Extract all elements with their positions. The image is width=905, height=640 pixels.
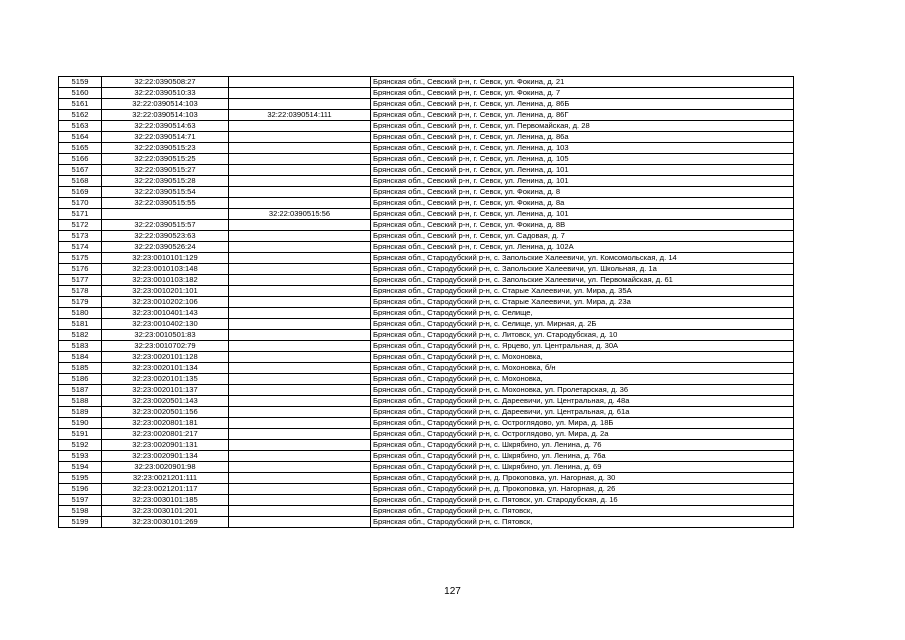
- previous-cadastral-number-cell: [229, 99, 371, 110]
- table-row: [59, 462, 794, 473]
- address-cell: Брянская обл., Севский р-н, г. Севск, ул. Ленина, д. 86Г: [371, 110, 794, 121]
- row-number-cell: 5165: [59, 143, 102, 154]
- row-number-cell: 5170: [59, 198, 102, 209]
- row-number-cell: 5193: [59, 451, 102, 462]
- cadastral-number-cell: 32:22:0390514:103: [102, 99, 229, 110]
- cadastral-number-cell: 32:22:0390523:63: [102, 231, 229, 242]
- table-row: [59, 143, 794, 154]
- cadastral-number-cell: 32:23:0020101:135: [102, 374, 229, 385]
- address-cell: Брянская обл., Стародубский р-н, с. Ярцево, ул. Центральная, д. 30А: [371, 341, 794, 352]
- table-row: [59, 198, 794, 209]
- table-row: [59, 121, 794, 132]
- cadastral-number-cell: 32:22:0390515:28: [102, 176, 229, 187]
- row-number-cell: 5160: [59, 88, 102, 99]
- previous-cadastral-number-cell: [229, 495, 371, 506]
- row-number-cell: 5166: [59, 154, 102, 165]
- cadastral-number-cell: 32:23:0020801:217: [102, 429, 229, 440]
- cadastral-number-cell: 32:23:0021201:117: [102, 484, 229, 495]
- table-row: [59, 132, 794, 143]
- cadastral-number-cell: 32:22:0390514:71: [102, 132, 229, 143]
- address-cell: Брянская обл., Стародубский р-н, с. Мохоновка, б/н: [371, 363, 794, 374]
- address-cell: Брянская обл., Стародубский р-н, с. Дареевичи, ул. Центральная, д. 48а: [371, 396, 794, 407]
- row-number-cell: 5189: [59, 407, 102, 418]
- address-cell: Брянская обл., Севский р-н, г. Севск, ул. Ленина, д. 101: [371, 209, 794, 220]
- previous-cadastral-number-cell: [229, 198, 371, 209]
- row-number-cell: 5177: [59, 275, 102, 286]
- cadastral-number-cell: 32:23:0030101:201: [102, 506, 229, 517]
- cadastral-number-cell: [102, 209, 229, 220]
- table-row: [59, 308, 794, 319]
- address-cell: Брянская обл., Стародубский р-н, с. Запольские Халеевичи, ул. Школьная, д. 1а: [371, 264, 794, 275]
- previous-cadastral-number-cell: [229, 385, 371, 396]
- row-number-cell: 5198: [59, 506, 102, 517]
- row-number-cell: 5163: [59, 121, 102, 132]
- address-cell: Брянская обл., Стародубский р-н, с. Запольские Халеевичи, ул. Первомайская, д. 61: [371, 275, 794, 286]
- previous-cadastral-number-cell: [229, 286, 371, 297]
- previous-cadastral-number-cell: [229, 165, 371, 176]
- row-number-cell: 5161: [59, 99, 102, 110]
- address-cell: Брянская обл., Севский р-н, г. Севск, ул. Ленина, д. 86Б: [371, 99, 794, 110]
- cadastral-number-cell: 32:23:0020901:134: [102, 451, 229, 462]
- registry-table-body: [59, 77, 794, 528]
- address-cell: Брянская обл., Стародубский р-н, с. Шкрябино, ул. Ленина, д. 69: [371, 462, 794, 473]
- previous-cadastral-number-cell: [229, 506, 371, 517]
- table-row: [59, 242, 794, 253]
- table-row: [59, 88, 794, 99]
- table-row: [59, 319, 794, 330]
- address-cell: Брянская обл., Севский р-н, г. Севск, ул. Первомайская, д. 28: [371, 121, 794, 132]
- previous-cadastral-number-cell: [229, 275, 371, 286]
- row-number-cell: 5174: [59, 242, 102, 253]
- address-cell: Брянская обл., Стародубский р-н, с. Пятовск, ул. Стародубская, д. 16: [371, 495, 794, 506]
- previous-cadastral-number-cell: [229, 396, 371, 407]
- table-row: [59, 385, 794, 396]
- row-number-cell: 5176: [59, 264, 102, 275]
- address-cell: Брянская обл., Севский р-н, г. Севск, ул. Ленина, д. 103: [371, 143, 794, 154]
- address-cell: Брянская обл., Севский р-н, г. Севск, ул. Ленина, д. 105: [371, 154, 794, 165]
- table-row: [59, 275, 794, 286]
- previous-cadastral-number-cell: [229, 429, 371, 440]
- address-cell: Брянская обл., Севский р-н, г. Севск, ул. Ленина, д. 102А: [371, 242, 794, 253]
- address-cell: Брянская обл., Стародубский р-н, с. Дареевичи, ул. Центральная, д. 61а: [371, 407, 794, 418]
- cadastral-number-cell: 32:22:0390510:33: [102, 88, 229, 99]
- row-number-cell: 5188: [59, 396, 102, 407]
- cadastral-number-cell: 32:22:0390508:27: [102, 77, 229, 88]
- cadastral-number-cell: 32:23:0010101:129: [102, 253, 229, 264]
- address-cell: Брянская обл., Севский р-н, г. Севск, ул. Фокина, д. 8а: [371, 198, 794, 209]
- previous-cadastral-number-cell: [229, 352, 371, 363]
- cadastral-number-cell: 32:23:0010401:143: [102, 308, 229, 319]
- address-cell: Брянская обл., Севский р-н, г. Севск, ул. Садовая, д. 7: [371, 231, 794, 242]
- address-cell: Брянская обл., Стародубский р-н, с. Пятовск,: [371, 517, 794, 528]
- previous-cadastral-number-cell: [229, 253, 371, 264]
- table-row: [59, 484, 794, 495]
- cadastral-number-cell: 32:23:0020501:156: [102, 407, 229, 418]
- previous-cadastral-number-cell: [229, 308, 371, 319]
- previous-cadastral-number-cell: [229, 363, 371, 374]
- address-cell: Брянская обл., Стародубский р-н, с. Селище, ул. Мирная, д. 2Б: [371, 319, 794, 330]
- row-number-cell: 5179: [59, 297, 102, 308]
- previous-cadastral-number-cell: [229, 341, 371, 352]
- address-cell: Брянская обл., Севский р-н, г. Севск, ул. Фокина, д. 8: [371, 187, 794, 198]
- table-row: [59, 110, 794, 121]
- row-number-cell: 5190: [59, 418, 102, 429]
- address-cell: Брянская обл., Стародубский р-н, с. Мохоновка, ул. Пролетарская, д. 36: [371, 385, 794, 396]
- row-number-cell: 5162: [59, 110, 102, 121]
- table-row: [59, 77, 794, 88]
- table-row: [59, 330, 794, 341]
- address-cell: Брянская обл., Севский р-н, г. Севск, ул. Ленина, д. 101: [371, 165, 794, 176]
- row-number-cell: 5192: [59, 440, 102, 451]
- previous-cadastral-number-cell: [229, 418, 371, 429]
- previous-cadastral-number-cell: [229, 242, 371, 253]
- address-cell: Брянская обл., Стародубский р-н, с. Пятовск,: [371, 506, 794, 517]
- cadastral-number-cell: 32:23:0030101:269: [102, 517, 229, 528]
- previous-cadastral-number-cell: [229, 121, 371, 132]
- table-row: [59, 286, 794, 297]
- cadastral-number-cell: 32:23:0010202:106: [102, 297, 229, 308]
- address-cell: Брянская обл., Севский р-н, г. Севск, ул. Ленина, д. 101: [371, 176, 794, 187]
- table-row: [59, 99, 794, 110]
- table-row: [59, 440, 794, 451]
- table-row: [59, 473, 794, 484]
- row-number-cell: 5186: [59, 374, 102, 385]
- address-cell: Брянская обл., Стародубский р-н, с. Шкрябино, ул. Ленина, д. 76а: [371, 451, 794, 462]
- row-number-cell: 5168: [59, 176, 102, 187]
- table-row: [59, 429, 794, 440]
- address-cell: Брянская обл., Стародубский р-н, д. Прокоповка, ул. Нагорная, д. 30: [371, 473, 794, 484]
- previous-cadastral-number-cell: [229, 154, 371, 165]
- table-row: [59, 374, 794, 385]
- previous-cadastral-number-cell: 32:22:0390515:56: [229, 209, 371, 220]
- cadastral-number-cell: 32:23:0020101:137: [102, 385, 229, 396]
- registry-table: [58, 76, 794, 528]
- address-cell: Брянская обл., Стародубский р-н, с. Литовск, ул. Стародубская, д. 10: [371, 330, 794, 341]
- cadastral-number-cell: 32:23:0010103:182: [102, 275, 229, 286]
- cadastral-number-cell: 32:23:0020101:134: [102, 363, 229, 374]
- table-row: [59, 352, 794, 363]
- row-number-cell: 5185: [59, 363, 102, 374]
- previous-cadastral-number-cell: [229, 88, 371, 99]
- page-number: 127: [444, 586, 461, 597]
- row-number-cell: 5196: [59, 484, 102, 495]
- previous-cadastral-number-cell: [229, 187, 371, 198]
- previous-cadastral-number-cell: [229, 231, 371, 242]
- cadastral-number-cell: 32:23:0020901:131: [102, 440, 229, 451]
- table-row: [59, 506, 794, 517]
- address-cell: Брянская обл., Стародубский р-н, с. Старые Халеевичи, ул. Мира, д. 35А: [371, 286, 794, 297]
- cadastral-number-cell: 32:22:0390526:24: [102, 242, 229, 253]
- cadastral-number-cell: 32:22:0390515:25: [102, 154, 229, 165]
- row-number-cell: 5159: [59, 77, 102, 88]
- cadastral-number-cell: 32:23:0020101:128: [102, 352, 229, 363]
- table-row: [59, 176, 794, 187]
- address-cell: Брянская обл., Стародубский р-н, с. Остроглядово, ул. Мира, д. 18Б: [371, 418, 794, 429]
- cadastral-number-cell: 32:23:0010702:79: [102, 341, 229, 352]
- row-number-cell: 5180: [59, 308, 102, 319]
- row-number-cell: 5178: [59, 286, 102, 297]
- cadastral-number-cell: 32:22:0390515:55: [102, 198, 229, 209]
- previous-cadastral-number-cell: [229, 374, 371, 385]
- cadastral-number-cell: 32:22:0390515:23: [102, 143, 229, 154]
- row-number-cell: 5169: [59, 187, 102, 198]
- address-cell: Брянская обл., Севский р-н, г. Севск, ул. Фокина, д. 7: [371, 88, 794, 99]
- cadastral-number-cell: 32:22:0390514:63: [102, 121, 229, 132]
- previous-cadastral-number-cell: [229, 77, 371, 88]
- cadastral-number-cell: 32:22:0390515:57: [102, 220, 229, 231]
- row-number-cell: 5172: [59, 220, 102, 231]
- row-number-cell: 5197: [59, 495, 102, 506]
- cadastral-number-cell: 32:23:0010201:101: [102, 286, 229, 297]
- previous-cadastral-number-cell: [229, 297, 371, 308]
- table-row: [59, 363, 794, 374]
- cadastral-number-cell: 32:23:0020801:181: [102, 418, 229, 429]
- previous-cadastral-number-cell: [229, 440, 371, 451]
- cadastral-number-cell: 32:23:0020501:143: [102, 396, 229, 407]
- table-row: [59, 341, 794, 352]
- address-cell: Брянская обл., Стародубский р-н, с. Запольские Халеевичи, ул. Комсомольская, д. 14: [371, 253, 794, 264]
- address-cell: Брянская обл., Севский р-н, г. Севск, ул. Фокина, д. 21: [371, 77, 794, 88]
- cadastral-number-cell: 32:23:0010103:148: [102, 264, 229, 275]
- previous-cadastral-number-cell: [229, 143, 371, 154]
- row-number-cell: 5194: [59, 462, 102, 473]
- row-number-cell: 5182: [59, 330, 102, 341]
- row-number-cell: 5167: [59, 165, 102, 176]
- address-cell: Брянская обл., Стародубский р-н, с. Остроглядово, ул. Мира, д. 2а: [371, 429, 794, 440]
- address-cell: Брянская обл., Стародубский р-н, д. Прокоповка, ул. Нагорная, д. 26: [371, 484, 794, 495]
- row-number-cell: 5175: [59, 253, 102, 264]
- address-cell: Брянская обл., Стародубский р-н, с. Шкрябино, ул. Ленина, д. 76: [371, 440, 794, 451]
- row-number-cell: 5171: [59, 209, 102, 220]
- table-row: [59, 517, 794, 528]
- previous-cadastral-number-cell: 32:22:0390514:111: [229, 110, 371, 121]
- previous-cadastral-number-cell: [229, 330, 371, 341]
- row-number-cell: 5173: [59, 231, 102, 242]
- previous-cadastral-number-cell: [229, 462, 371, 473]
- table-row: [59, 418, 794, 429]
- address-cell: Брянская обл., Севский р-н, г. Севск, ул. Фокина, д. 8В: [371, 220, 794, 231]
- table-row: [59, 165, 794, 176]
- address-cell: Брянская обл., Стародубский р-н, с. Мохоновка,: [371, 352, 794, 363]
- table-row: [59, 264, 794, 275]
- previous-cadastral-number-cell: [229, 264, 371, 275]
- row-number-cell: 5195: [59, 473, 102, 484]
- row-number-cell: 5187: [59, 385, 102, 396]
- row-number-cell: 5191: [59, 429, 102, 440]
- address-cell: Брянская обл., Стародубский р-н, с. Старые Халеевичи, ул. Мира, д. 23а: [371, 297, 794, 308]
- row-number-cell: 5164: [59, 132, 102, 143]
- table-row: [59, 154, 794, 165]
- cadastral-number-cell: 32:23:0020901:98: [102, 462, 229, 473]
- table-row: [59, 220, 794, 231]
- cadastral-number-cell: 32:22:0390515:54: [102, 187, 229, 198]
- previous-cadastral-number-cell: [229, 451, 371, 462]
- row-number-cell: 5199: [59, 517, 102, 528]
- cadastral-number-cell: 32:23:0030101:185: [102, 495, 229, 506]
- previous-cadastral-number-cell: [229, 132, 371, 143]
- table-row: [59, 253, 794, 264]
- cadastral-number-cell: 32:22:0390514:103: [102, 110, 229, 121]
- previous-cadastral-number-cell: [229, 220, 371, 231]
- table-row: [59, 451, 794, 462]
- previous-cadastral-number-cell: [229, 319, 371, 330]
- table-row: [59, 187, 794, 198]
- row-number-cell: 5183: [59, 341, 102, 352]
- table-row: [59, 231, 794, 242]
- row-number-cell: 5184: [59, 352, 102, 363]
- previous-cadastral-number-cell: [229, 473, 371, 484]
- previous-cadastral-number-cell: [229, 484, 371, 495]
- table-row: [59, 209, 794, 220]
- cadastral-number-cell: 32:23:0021201:111: [102, 473, 229, 484]
- cadastral-number-cell: 32:23:0010402:130: [102, 319, 229, 330]
- cadastral-number-cell: 32:22:0390515:27: [102, 165, 229, 176]
- table-row: [59, 407, 794, 418]
- cadastral-number-cell: 32:23:0010501:83: [102, 330, 229, 341]
- address-cell: Брянская обл., Севский р-н, г. Севск, ул. Ленина, д. 86а: [371, 132, 794, 143]
- address-cell: Брянская обл., Стародубский р-н, с. Селище,: [371, 308, 794, 319]
- table-row: [59, 396, 794, 407]
- previous-cadastral-number-cell: [229, 517, 371, 528]
- previous-cadastral-number-cell: [229, 176, 371, 187]
- row-number-cell: 5181: [59, 319, 102, 330]
- table-row: [59, 495, 794, 506]
- address-cell: Брянская обл., Стародубский р-н, с. Мохоновка,: [371, 374, 794, 385]
- previous-cadastral-number-cell: [229, 407, 371, 418]
- table-row: [59, 297, 794, 308]
